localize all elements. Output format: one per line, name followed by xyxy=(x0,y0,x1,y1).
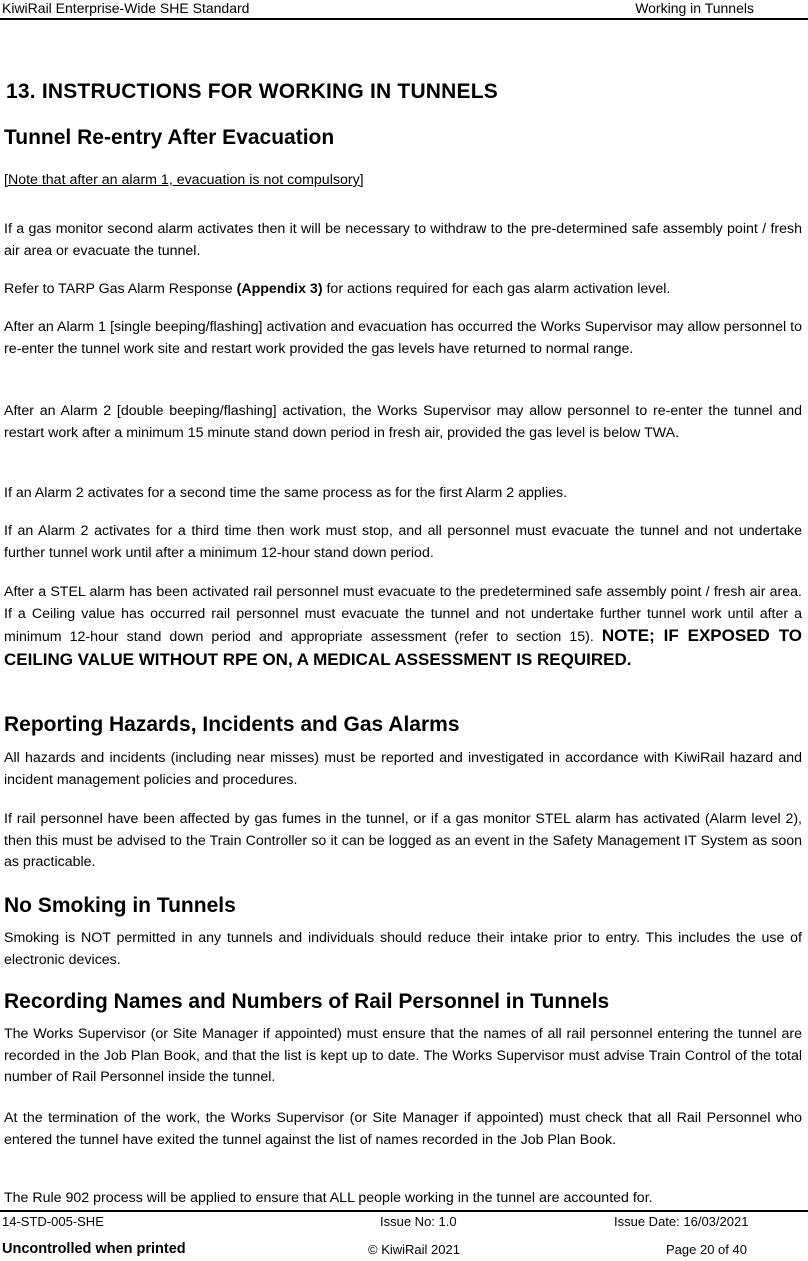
note-alarm-1 xyxy=(4,170,802,192)
paragraph: If an Alarm 2 activates for a second time the same process as for the first Alarm 2 applies. xyxy=(4,485,568,501)
header-right: Working in Tunnels xyxy=(635,0,754,16)
paragraph: After an Alarm 2 [double beeping/flashing] activation, the Works Supervisor may allow personnel to re-enter the tunnel and restart work after a minimum 15 minute stand down period in fresh air, provided the gas level is below TWA. xyxy=(4,403,802,441)
heading-recording-names: Recording Names and Numbers of Rail Personnel in Tunnels xyxy=(4,990,610,1013)
paragraph: Smoking is NOT permitted in any tunnels and individuals should reduce their intake prior to entry. This includes the use of electronic devices. xyxy=(4,930,802,968)
paragraph: At the termination of the work, the Works Supervisor (or Site Manager if appointed) must check that all Rail Personnel who entered the tunnel have exited the tunnel against the list of names recorded in the Job Plan Book. xyxy=(4,1110,802,1148)
text: Refer to TARP Gas Alarm Response xyxy=(4,281,237,297)
paragraph: The Rule 902 process will be applied to ensure that ALL people working in the tunnel are accounted for. xyxy=(4,1190,653,1206)
paragraph: If an Alarm 2 activates for a third time then work must stop, and all personnel must evacuate the tunnel and not undertake further tunnel work until after a minimum 12-hour stand down period. xyxy=(4,523,802,561)
section-title: 13. INSTRUCTIONS FOR WORKING IN TUNNELS xyxy=(6,80,498,103)
medical-note: NOTE; IF EXPOSED TO CEILING VALUE WITHOUT RPE ON, A MEDICAL ASSESSMENT IS REQUIRED. xyxy=(4,626,802,669)
paragraph: All hazards and incidents (including near misses) must be reported and investigated in accordance with KiwiRail hazard and incident management policies and procedures. xyxy=(4,750,802,788)
heading-tunnel-reentry: Tunnel Re-entry After Evacuation xyxy=(4,126,335,149)
page-header xyxy=(0,0,808,20)
note-text: [Note that after an alarm 1, evacuation is not compulsory] xyxy=(4,172,364,188)
text: for actions required for each gas alarm activation level. xyxy=(322,281,671,297)
paragraph xyxy=(4,582,802,672)
paragraph: After an Alarm 1 [single beeping/flashing] activation and evacuation has occurred the Works Supervisor may allow personnel to re-enter the tunnel work site and restart work provided the gas levels have returned to normal range. xyxy=(4,319,802,357)
appendix-ref: (Appendix 3) xyxy=(236,281,323,297)
footer-issue-date: Issue Date: 16/03/2021 xyxy=(614,1214,749,1229)
footer-issue-no: Issue No: 1.0 xyxy=(380,1214,457,1229)
footer-rule xyxy=(0,1210,808,1212)
header-left: KiwiRail Enterprise-Wide SHE Standard xyxy=(2,0,250,16)
heading-reporting: Reporting Hazards, Incidents and Gas Alarms xyxy=(4,713,460,736)
paragraph: If a gas monitor second alarm activates then it will be necessary to withdraw to the pre-determined safe assembly point / fresh air area or evacuate the tunnel. xyxy=(4,221,802,259)
heading-no-smoking: No Smoking in Tunnels xyxy=(4,894,236,917)
footer-doc-id: 14-STD-005-SHE xyxy=(2,1214,104,1229)
paragraph: The Works Supervisor (or Site Manager if appointed) must ensure that the names of all rail personnel entering the tunnel are recorded in the Job Plan Book, and that the list is kept up to date. The Works Supervisor must advise Train Control of the total number of Rail Personnel inside the tunnel. xyxy=(4,1026,802,1085)
footer-uncontrolled: Uncontrolled when printed xyxy=(2,1241,186,1257)
paragraph: If rail personnel have been affected by gas fumes in the tunnel, or if a gas monitor STEL alarm has activated (Alarm level 2), then this must be advised to the Train Controller so it can be logged as an event in the Safety Management IT System as soon as practicable. xyxy=(4,811,802,870)
footer-page-number: Page 20 of 40 xyxy=(666,1242,747,1257)
paragraph xyxy=(4,279,802,301)
footer-copyright: © KiwiRail 2021 xyxy=(368,1242,460,1257)
text: After a STEL alarm has been activated rail personnel must evacuate to the predetermined safe assembly point / fresh air area. If a Ceiling value has occurred rail personnel must evacuate the tunnel and not undertake further tunnel work until after a minimum 12-hour stand down period and appropriate assessment (refer to section 15). xyxy=(4,584,802,645)
